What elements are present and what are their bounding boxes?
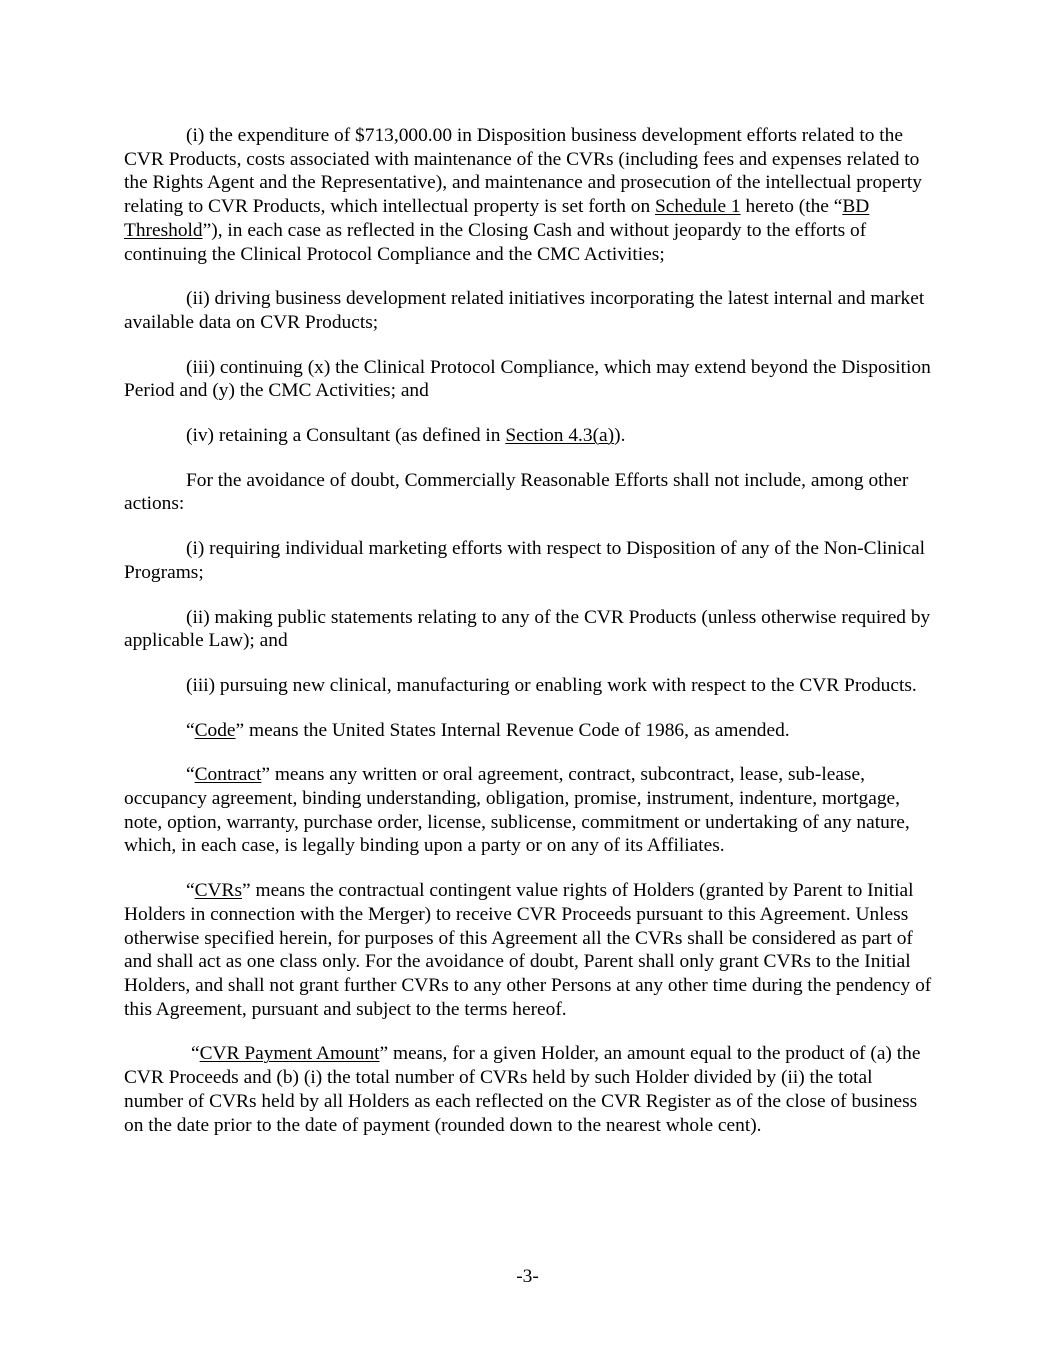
- paragraph-clinical-protocol: (iii) continuing (x) the Clinical Protocol Compliance, which may extend beyond the Disposition Period and (y) the CMC Activities; and: [124, 356, 931, 402]
- defined-term-cvrs: CVRs: [194, 880, 243, 902]
- paragraph-marketing-efforts: (i) requiring individual marketing efforts with respect to Disposition of any of the Non-Clinical Programs;: [124, 538, 926, 583]
- paragraph-new-clinical-work: (iii) pursuing new clinical, manufacturing or enabling work with respect to the CVR Products.: [186, 674, 917, 696]
- definition-cvrs: [124, 879, 932, 1021]
- paragraph-text: ).: [614, 425, 626, 447]
- definition-text: ” means the United States Internal Revenue Code of 1986, as amended.: [235, 719, 790, 741]
- definition-text: ” means any written or oral agreement, contract, subcontract, lease, sub-lease, occupancy agreement, binding understanding, obligation, promise, instrument, indenture, mortgage, note, option, warranty, purchase order, license, sublicense, commitment or undertaking of any nature, which, in each case, is legally binding upon a party or on any of its Affiliates.: [124, 764, 910, 857]
- paragraph-text: (iv) retaining a Consultant (as defined in: [186, 425, 506, 447]
- definition-text: ” means the contractual contingent value rights of Holders (granted by Parent to Initial Holders in connection with the Merger) to receive CVR Proceeds pursuant to this Agreement. Unless otherwise specified herein, for purposes of this Agreement all the CVRs shall be considered as part of and shall act as one class only. For the avoidance of doubt, Parent shall only grant CVRs to the Initial Holders, and shall not grant further CVRs to any other Persons at any other time during the pendency of this Agreement, pursuant and subject to the terms hereof.: [124, 880, 932, 1020]
- open-quote: “: [191, 1043, 200, 1065]
- definition-cvr-payment-amount: [124, 1042, 932, 1137]
- defined-term-code: Code: [194, 719, 236, 741]
- open-quote: “: [186, 719, 195, 741]
- defined-term-contract: Contract: [194, 764, 262, 786]
- open-quote: “: [186, 764, 195, 786]
- paragraph-text: ”), in each case as reflected in the Closing Cash and without jeopardy to the efforts of continuing the Clinical Protocol Compliance and the CMC Activities;: [124, 219, 867, 265]
- paragraph-bd-threshold: [124, 124, 932, 266]
- paragraph-business-development: (ii) driving business development related initiatives incorporating the latest internal and market available data on CVR Products;: [124, 288, 925, 333]
- defined-term-bd-threshold: BD Threshold: [124, 196, 870, 241]
- paragraph-text: (i) the expenditure of $713,000.00 in Disposition business development efforts related to the CVR Products, costs associated with maintenance of the CVRs (including fees and expenses related to the Rights Agent and the Representative), and maintenance and prosecution of the intellectual property relating to CVR Products, which intellectual property is set forth on: [124, 125, 922, 218]
- definition-code: [124, 719, 932, 743]
- paragraph-text: hereto (the “: [740, 196, 843, 218]
- definition-text: ” means, for a given Holder, an amount equal to the product of (a) the CVR Proceeds and (b) (i) the total number of CVRs held by such Holder divided by (ii) the total number of CVRs held by all Holders as each reflected on the CVR Register as of the close of business on the date prior to the date of payment (rounded down to the nearest whole cent).: [124, 1043, 921, 1136]
- open-quote: “: [186, 880, 195, 902]
- paragraph-public-statements: (ii) making public statements relating to any of the CVR Products (unless otherwise required by applicable Law); and: [124, 606, 931, 652]
- paragraph-consultant: [124, 424, 932, 448]
- section-4-3a-reference: Section 4.3(a): [505, 425, 615, 447]
- paragraph-avoidance-of-doubt: For the avoidance of doubt, Commercially Reasonable Efforts shall not include, among other actions:: [124, 469, 909, 515]
- page-number: -3-: [516, 1266, 539, 1287]
- schedule-1-reference: Schedule 1: [655, 196, 741, 218]
- document-page: [124, 124, 932, 1158]
- definition-contract: [124, 763, 932, 858]
- defined-term-cvr-payment-amount: CVR Payment Amount: [199, 1043, 380, 1065]
